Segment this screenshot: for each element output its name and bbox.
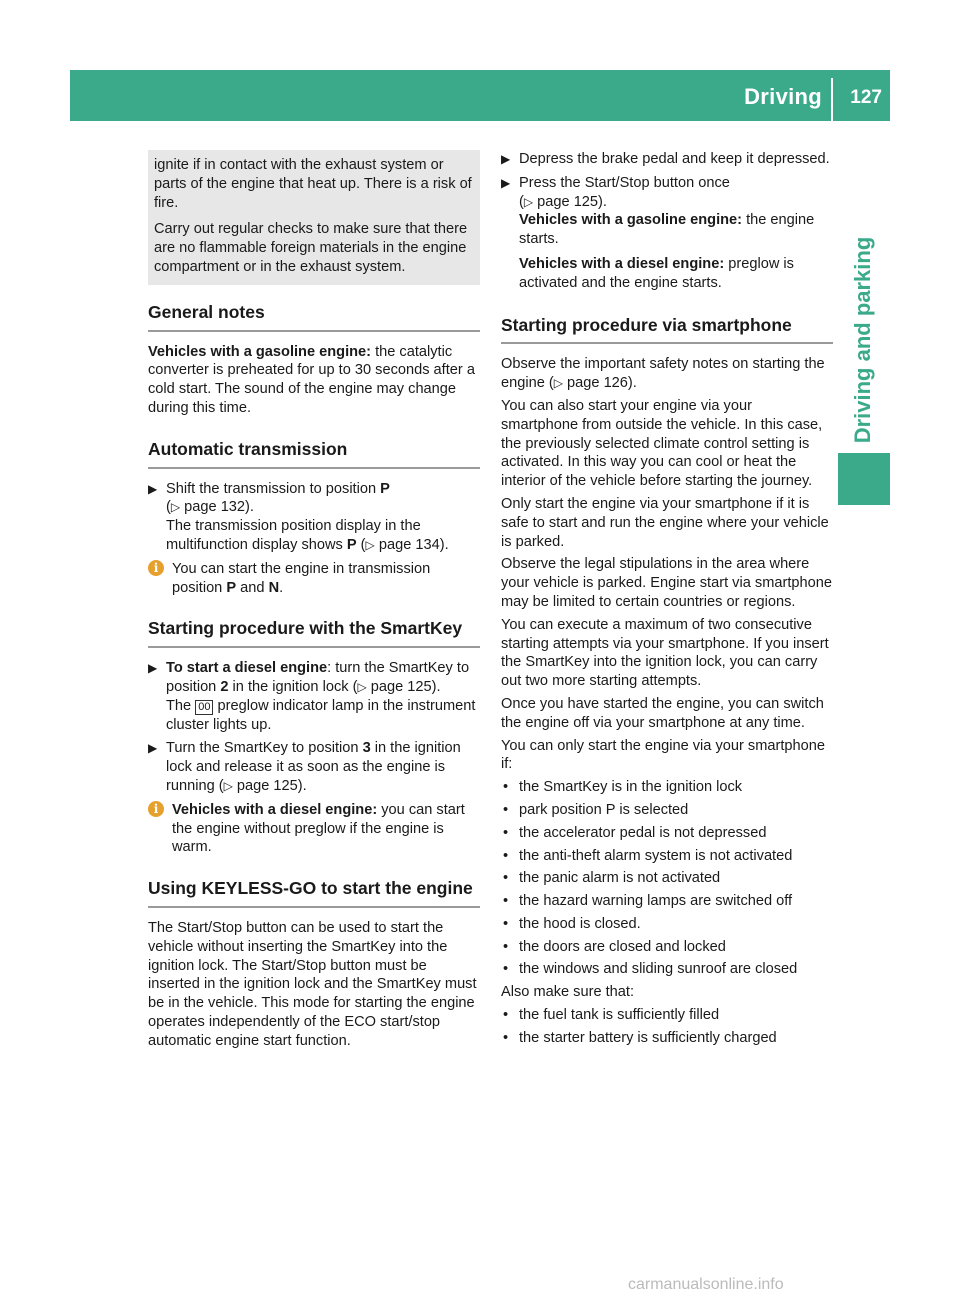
list-item: • the panic alarm is not activated [503,870,721,887]
info-icon: i [148,801,164,817]
header-divider [831,78,833,121]
link-page-125[interactable]: page 125). [370,678,441,695]
general-notes-text: Vehicles with a gasoline engine: the catalytic converter is preheated for up to 30 seconds after a cold start. The sound of the engine may change during this time. [148,343,475,416]
list-item: • the anti-theft alarm system is not activated [503,847,793,864]
list-item: • park position P is selected [503,801,689,818]
smartphone-p4: Observe the legal stipulations in the area where your vehicle is parked. Engine start via smartphone may be limited to certain countries or regions. [501,556,832,610]
list-item: • the hazard warning lamps are switched off [503,893,793,910]
page-ref-icon: ▷ [357,679,367,694]
left-column [148,150,480,1054]
page-ref-icon: ▷ [223,778,233,793]
info-note-diesel: i Vehicles with a diesel engine: you can start the engine without preglow if the engine is warm. [148,801,480,857]
heading-automatic-transmission: Automatic transmission [148,440,480,469]
link-page-125[interactable]: page 125). [236,777,307,794]
step-depress-brake: ▶ Depress the brake pedal and keep it depressed. [501,151,830,167]
smartphone-p1: Observe the important safety notes on starting the engine (▷ page 126). [501,356,825,392]
heading-general-notes: General notes [148,303,480,332]
side-block [838,453,890,505]
heading-keyless-go: Using KEYLESS-GO to start the engine [148,879,480,908]
smartphone-p2: You can also start your engine via your smartphone from outside the vehicle. In this case, the previously selected climate control setting is activated. In this way you can cool or heat the interior of the vehicle before starting the journey. [501,397,823,490]
smartphone-p5: You can execute a maximum of two consecutive starting attempts via your smartphone. If you insert the SmartKey into the ignition lock, you can carry out two more starting attempts. [501,616,829,690]
smartphone-p7: You can only start the engine via your smartphone if: [501,737,825,773]
info-icon: i [148,560,164,576]
arrow-icon: ▶ [501,175,511,190]
side-tab [848,236,878,444]
list-item: • the accelerator pedal is not depressed [503,824,767,841]
list-item: • the starter battery is sufficiently charged [503,1029,777,1046]
link-page-134[interactable]: page 134). [378,536,449,553]
page-ref-icon: ▷ [365,537,375,552]
warning-text-2: Carry out regular checks to make sure that there are no flammable foreign materials in the engine compartment or in the exhaust system. [154,221,468,275]
page-number: 127 [850,87,882,108]
list-item: • the hood is closed. [503,915,641,932]
page-ref-icon: ▷ [170,500,181,515]
info-note-transmission: i You can start the engine in transmission position P and N. [148,560,480,598]
arrow-icon: ▶ [501,152,511,166]
list-item: • the windows and sliding sunroof are closed [503,961,798,978]
header-bar [70,70,890,121]
heading-smartphone-start: Starting procedure via smartphone [501,316,833,345]
smartphone-p3: Only start the engine via your smartphone if it is safe to start and run the engine where your vehicle is parked. [501,495,829,550]
list-item: • the doors are closed and locked [503,938,726,955]
link-page-126[interactable]: page 126). [567,375,637,392]
arrow-icon: ▶ [148,741,158,756]
heading-smartkey: Starting procedure with the SmartKey [148,619,480,648]
right-column [501,150,833,1052]
warning-box [148,150,480,285]
preglow-icon: 00 [195,700,213,715]
step-shift-transmission: ▶ Shift the transmission to position P (▷ page 132). The transmission position display in the multifunction display shows P (▷ page 134). [148,480,449,553]
page-ref-icon: ▷ [553,376,563,391]
warning-text-1: ignite if in contact with the exhaust system or parts of the engine that heat up. There is a risk of fire. [154,157,472,211]
arrow-icon: ▶ [148,661,158,676]
step-press-start-stop: ▶ Press the Start/Stop button once (▷ page 125). Vehicles with a gasoline engine: the engine starts. Vehicles with a diesel engine: preglow is activated and the engine starts. [501,174,815,291]
link-page-125[interactable]: page 125). [537,193,607,210]
side-tab-label: Driving and parking [850,236,875,444]
step-diesel-start: ▶ To start a diesel engine: turn the SmartKey to position 2 in the ignition lock (▷ page 125). The 00 preglow indicator lamp in the instrument cluster lights up. [148,660,476,733]
step-turn-smartkey: ▶ Turn the SmartKey to position 3 in the ignition lock and release it as soon as the engine is running (▷ page 125). [148,740,461,794]
arrow-icon: ▶ [148,481,158,496]
keyless-go-text: The Start/Stop button can be used to start the vehicle without inserting the SmartKey into the ignition lock. The Start/Stop button must be inserted in the ignition lock and the SmartKey must be in the vehicle. This mode for starting the engine operates independently of the ECO start/stop automatic engine start function. [148,919,477,1049]
smartphone-p8: Also make sure that: [501,984,635,1001]
smartphone-p6: Once you have started the engine, you can switch the engine off via your smartphone at any time. [501,695,824,731]
link-page-132[interactable]: page 132). [184,499,254,516]
watermark: carmanualsonline.info [628,1276,784,1293]
page-ref-icon: ▷ [523,194,534,209]
list-item: • the SmartKey is in the ignition lock [503,779,743,796]
list-item: • the fuel tank is sufficiently filled [503,1007,720,1024]
chapter-title: Driving [744,84,822,109]
